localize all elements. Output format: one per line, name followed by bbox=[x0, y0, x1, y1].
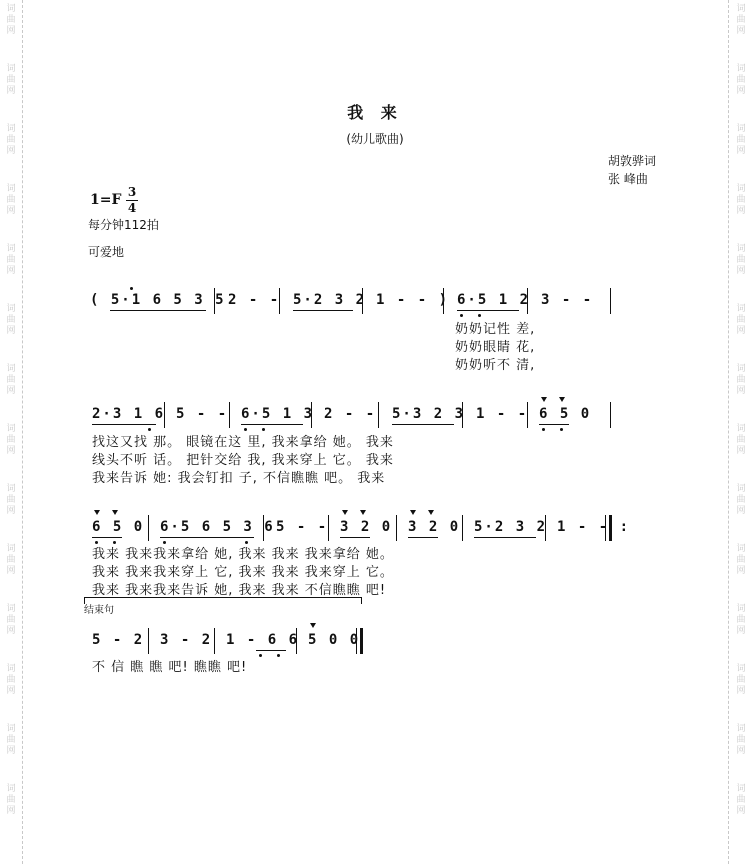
time-signature-top: 3 bbox=[127, 185, 137, 199]
measure-notes: 2·3 1 6 bbox=[92, 406, 166, 422]
measure-notes: 3 2 0 bbox=[408, 519, 461, 535]
final-barline-thick bbox=[609, 515, 612, 541]
measure-notes: 6 5 0 bbox=[92, 519, 145, 535]
measure-notes: 1 - - ) bbox=[376, 292, 450, 308]
measure-notes: 5 - - bbox=[276, 519, 329, 535]
measure-notes: 2 - - bbox=[228, 292, 281, 308]
beam-underline bbox=[92, 424, 156, 425]
final-barline-thin bbox=[605, 515, 606, 541]
lyric-verse-2: 我来 我来我来穿上 它, 我来 我来 我来穿上 它。 bbox=[92, 565, 394, 580]
barline bbox=[328, 515, 329, 541]
barline bbox=[462, 515, 463, 541]
barline bbox=[148, 628, 149, 654]
barline bbox=[229, 402, 230, 428]
time-signature-bottom: 4 bbox=[127, 201, 137, 215]
watermark-text: 词 曲 网 bbox=[6, 484, 16, 516]
barline bbox=[148, 515, 149, 541]
barline bbox=[527, 288, 528, 314]
ending-bracket bbox=[84, 597, 362, 604]
octave-dot-high bbox=[130, 287, 133, 290]
beam-underline bbox=[110, 310, 206, 311]
watermark-text: 词 曲 网 bbox=[736, 244, 746, 276]
measure-notes: 3 - 2 bbox=[160, 632, 213, 648]
measure-notes: 3 2 0 bbox=[340, 519, 393, 535]
watermark-text: 词 曲 网 bbox=[736, 544, 746, 576]
key-signature: 1=F bbox=[90, 192, 122, 208]
final-barline-thin bbox=[356, 628, 357, 654]
barline bbox=[279, 288, 280, 314]
barline bbox=[214, 288, 215, 314]
measure-notes: 5 - 2 bbox=[92, 632, 145, 648]
barline bbox=[396, 515, 397, 541]
beam-underline bbox=[340, 537, 370, 538]
barline bbox=[362, 288, 363, 314]
watermark-text: 词 曲 网 bbox=[6, 124, 16, 156]
octave-dot-low bbox=[560, 428, 563, 431]
beam-underline bbox=[408, 537, 438, 538]
barline bbox=[214, 628, 215, 654]
time-signature bbox=[126, 186, 138, 215]
lyric-verse-2: 奶奶眼睛 花, bbox=[455, 340, 536, 355]
beam-underline bbox=[539, 424, 569, 425]
watermark-text: 词 曲 网 bbox=[6, 4, 16, 36]
watermark-text: 词 曲 网 bbox=[6, 544, 16, 576]
octave-dot-low bbox=[542, 428, 545, 431]
measure-notes: 5·2 3 2 bbox=[293, 292, 367, 308]
watermark-text: 词 曲 网 bbox=[736, 304, 746, 336]
lyric-verse-1: 我来 我来我来拿给 她, 我来 我来 我来拿给 她。 bbox=[92, 547, 394, 562]
beam-underline bbox=[457, 310, 519, 311]
barline bbox=[462, 402, 463, 428]
final-barline-thick bbox=[360, 628, 363, 654]
octave-dot-low bbox=[478, 314, 481, 317]
beam-underline bbox=[293, 310, 353, 311]
page-left-border bbox=[22, 0, 23, 864]
accent-mark bbox=[360, 510, 366, 515]
measure-notes: ( 5·1 6 5 3 5 bbox=[90, 292, 226, 308]
ending-label: 结束句 bbox=[84, 605, 114, 616]
accent-mark bbox=[342, 510, 348, 515]
measure-notes: 5·3 2 3 bbox=[392, 406, 466, 422]
tempo-marking: 每分钟112拍 bbox=[88, 218, 159, 232]
watermark-text: 词 曲 网 bbox=[6, 784, 16, 816]
beam-underline bbox=[256, 650, 286, 651]
watermark-text: 词 曲 网 bbox=[6, 604, 16, 636]
watermark-text: 词 曲 网 bbox=[6, 664, 16, 696]
barline bbox=[263, 515, 264, 541]
barline bbox=[545, 515, 546, 541]
watermark-text: 词 曲 网 bbox=[6, 424, 16, 456]
lyric-verse-1: 找这又找 那。 眼镜在这 里, 我来拿给 她。 我来 bbox=[92, 435, 394, 450]
beam-underline bbox=[474, 537, 536, 538]
measure-notes: 6·5 1 2 bbox=[457, 292, 531, 308]
octave-dot-low bbox=[259, 654, 262, 657]
watermark-text: 词 曲 网 bbox=[736, 64, 746, 96]
accent-mark bbox=[112, 510, 118, 515]
beam-underline bbox=[241, 424, 303, 425]
measure-notes: 1 - - : bbox=[557, 519, 631, 535]
beam-underline bbox=[160, 537, 254, 538]
watermark-text: 词 曲 网 bbox=[6, 184, 16, 216]
accent-mark bbox=[428, 510, 434, 515]
accent-mark bbox=[310, 623, 316, 628]
lyric-verse-3: 奶奶听不 清, bbox=[455, 358, 536, 373]
watermark-text: 词 曲 网 bbox=[6, 724, 16, 756]
watermark-text: 词 曲 网 bbox=[736, 424, 746, 456]
watermark-text: 词 曲 网 bbox=[736, 484, 746, 516]
lyricist-credit: 胡敦骅词 bbox=[608, 154, 657, 168]
measure-notes: 5 0 0 bbox=[308, 632, 361, 648]
barline bbox=[296, 628, 297, 654]
lyric-verse-3: 我来告诉 她: 我会钉扣 子, 不信瞧瞧 吧。 我来 bbox=[92, 471, 386, 486]
barline bbox=[527, 402, 528, 428]
accent-mark bbox=[559, 397, 565, 402]
measure-notes: 6·5 6 5 3 6 bbox=[160, 519, 275, 535]
composer-credit: 张 峰曲 bbox=[608, 172, 648, 186]
barline bbox=[378, 402, 379, 428]
accent-mark bbox=[541, 397, 547, 402]
measure-notes: 1 - 6 6 bbox=[226, 632, 300, 648]
page-right-border bbox=[728, 0, 729, 864]
measure-notes: 6 5 0 bbox=[539, 406, 592, 422]
watermark-text: 词 曲 网 bbox=[736, 604, 746, 636]
octave-dot-low bbox=[277, 654, 280, 657]
barline bbox=[610, 402, 611, 428]
watermark-text: 词 曲 网 bbox=[736, 364, 746, 396]
lyric-verse-3: 我来 我来我来告诉 她, 我来 我来 不信瞧瞧 吧! bbox=[92, 583, 387, 598]
watermark-text: 词 曲 网 bbox=[736, 664, 746, 696]
watermark-text: 词 曲 网 bbox=[6, 64, 16, 96]
measure-notes: 1 - - bbox=[476, 406, 529, 422]
measure-notes: 5·2 3 2 bbox=[474, 519, 548, 535]
watermark-text: 词 曲 网 bbox=[736, 124, 746, 156]
song-subtitle: (幼儿歌曲) bbox=[346, 132, 404, 146]
lyric-verse-1: 不 信 瞧 瞧 吧! 瞧瞧 吧! bbox=[92, 660, 248, 675]
lyric-verse-2: 线头不听 话。 把针交给 我, 我来穿上 它。 我来 bbox=[92, 453, 394, 468]
measure-notes: 6·5 1 3 bbox=[241, 406, 315, 422]
measure-notes: 2 - - bbox=[324, 406, 377, 422]
expression-marking: 可爱地 bbox=[88, 245, 125, 259]
song-title: 我 来 bbox=[347, 103, 403, 122]
measure-notes: 5 - - bbox=[176, 406, 229, 422]
octave-dot-low bbox=[460, 314, 463, 317]
barline bbox=[164, 402, 165, 428]
watermark-text: 词 曲 网 bbox=[6, 304, 16, 336]
barline bbox=[610, 288, 611, 314]
watermark-text: 词 曲 网 bbox=[6, 244, 16, 276]
beam-underline bbox=[92, 537, 122, 538]
measure-notes: 3 - - bbox=[541, 292, 594, 308]
watermark-text: 词 曲 网 bbox=[736, 784, 746, 816]
beam-underline bbox=[392, 424, 454, 425]
lyric-verse-1: 奶奶记性 差, bbox=[455, 322, 536, 337]
watermark-text: 词 曲 网 bbox=[736, 4, 746, 36]
watermark-text: 词 曲 网 bbox=[736, 724, 746, 756]
barline bbox=[311, 402, 312, 428]
watermark-text: 词 曲 网 bbox=[736, 184, 746, 216]
accent-mark bbox=[94, 510, 100, 515]
barline bbox=[443, 288, 444, 314]
watermark-text: 词 曲 网 bbox=[6, 364, 16, 396]
accent-mark bbox=[410, 510, 416, 515]
